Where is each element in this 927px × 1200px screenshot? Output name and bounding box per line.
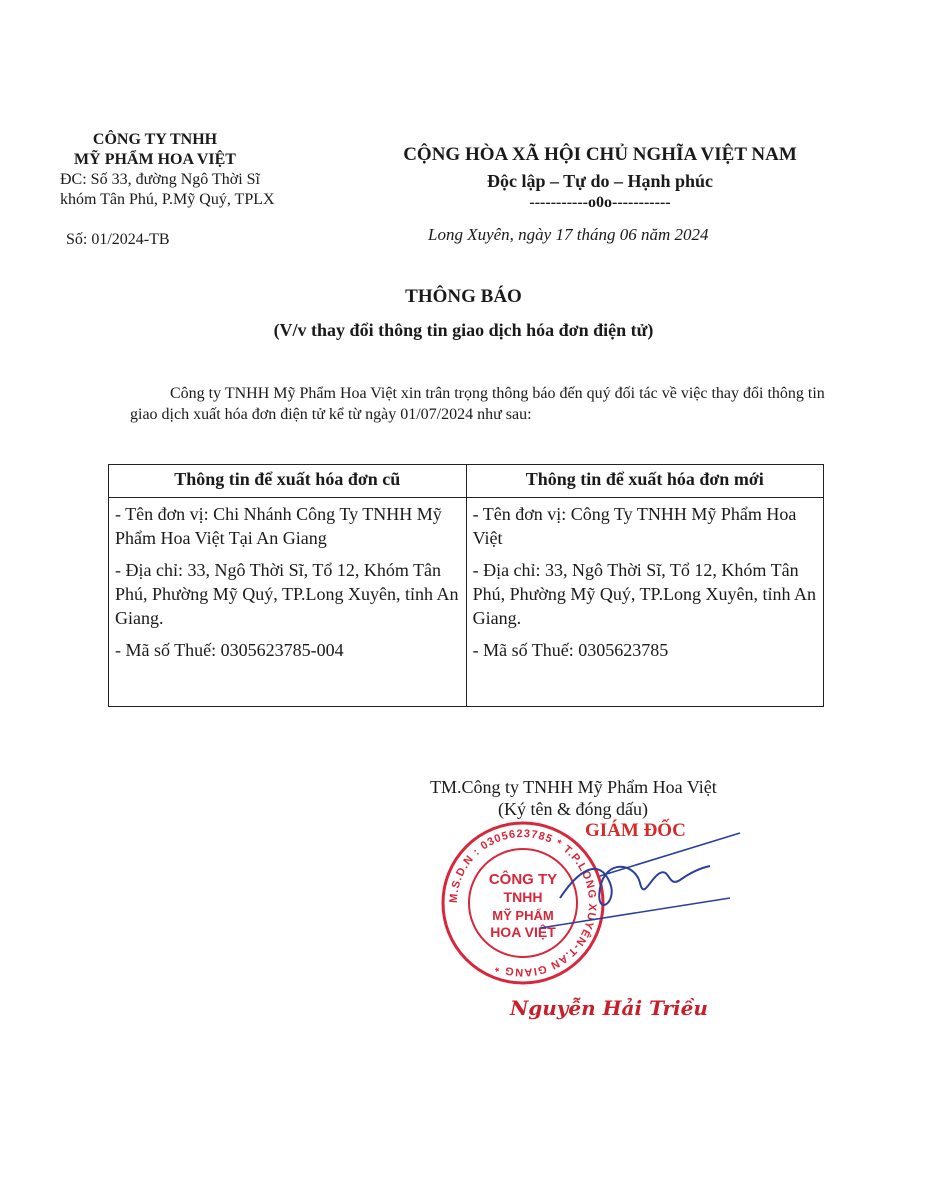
stamp-line3: MỸ PHẨM bbox=[492, 908, 554, 923]
old-address: - Địa chỉ: 33, Ngô Thời Sĩ, Tổ 12, Khóm Tân Phú, Phường Mỹ Quý, TP.Long Xuyên, tỉnh An Giang. bbox=[115, 560, 459, 628]
new-address: - Địa chỉ: 33, Ngô Thời Sĩ, Tổ 12, Khóm Tân Phú, Phường Mỹ Quý, TP.Long Xuyên, tỉnh An Giang. bbox=[472, 560, 817, 628]
country-name: CỘNG HÒA XÃ HỘI CHỦ NGHĨA VIỆT NAM bbox=[403, 144, 797, 165]
sign-instruction: (Ký tên & đóng dấu) bbox=[498, 799, 648, 819]
stamp-ring-text: M.S.D.N : 0305623785 * T.P.LONG XUYÊN-T.AN GIANG * bbox=[447, 827, 599, 979]
notice-subject: (V/v thay đổi thông tin giao dịch hóa đơn điện tử) bbox=[273, 320, 654, 340]
notice-intro: Công ty TNHH Mỹ Phẩm Hoa Việt xin trân trọng thông báo đến quý đối tác về việc thay đổi thông tin giao dịch xuất hóa đơn điện tử kể từ ngày 01/07/2024 như sau: bbox=[130, 385, 825, 423]
stamp-line2: TNHH bbox=[503, 889, 543, 905]
company-header bbox=[40, 130, 360, 210]
heading-divider: -----------o0o----------- bbox=[529, 194, 671, 211]
old-info-header: Thông tin để xuất hóa đơn cũ bbox=[109, 465, 467, 498]
new-tax-code: - Mã số Thuế: 0305623785 bbox=[472, 640, 669, 660]
document-number: Số: 01/2024-TB bbox=[66, 231, 170, 248]
stamp-line4: HOA VIỆT bbox=[490, 924, 556, 940]
place-and-date: Long Xuyên, ngày 17 tháng 06 năm 2024 bbox=[428, 225, 709, 244]
table-row bbox=[109, 498, 824, 707]
invoice-info-table bbox=[108, 464, 824, 707]
new-info-cell bbox=[466, 498, 823, 707]
company-name-line1: CÔNG TY TNHH bbox=[92, 131, 218, 148]
national-heading bbox=[370, 142, 830, 212]
new-info-header: Thông tin để xuất hóa đơn mới bbox=[466, 465, 823, 498]
new-unit-name: - Tên đơn vị: Công Ty TNHH Mỹ Phẩm Hoa Việt bbox=[472, 504, 797, 548]
old-tax-code: - Mã số Thuế: 0305623785-004 bbox=[115, 640, 344, 660]
table-header-row bbox=[109, 465, 824, 498]
old-unit-name: - Tên đơn vị: Chi Nhánh Công Ty TNHH Mỹ Phẩm Hoa Việt Tại An Giang bbox=[115, 504, 442, 548]
old-info-cell bbox=[109, 498, 467, 707]
company-name-line2: MỸ PHẨM HOA VIỆT bbox=[74, 151, 236, 168]
signer-name: Nguyễn Hải Triều bbox=[510, 996, 708, 1020]
notice-title: THÔNG BÁO bbox=[405, 286, 522, 307]
national-motto: Độc lập – Tự do – Hạnh phúc bbox=[486, 171, 714, 191]
stamp-line1: CÔNG TY bbox=[488, 871, 558, 888]
company-address-line2: khóm Tân Phú, P.Mỹ Quý, TPLX bbox=[60, 191, 275, 208]
handwritten-signature bbox=[540, 828, 750, 938]
signature-label bbox=[430, 776, 790, 820]
company-address-line1: ĐC: Số 33, đường Ngô Thời Sĩ bbox=[60, 171, 260, 188]
on-behalf-text: TM.Công ty TNHH Mỹ Phẩm Hoa Việt bbox=[430, 777, 717, 797]
director-title: GIÁM ĐỐC bbox=[585, 820, 686, 841]
